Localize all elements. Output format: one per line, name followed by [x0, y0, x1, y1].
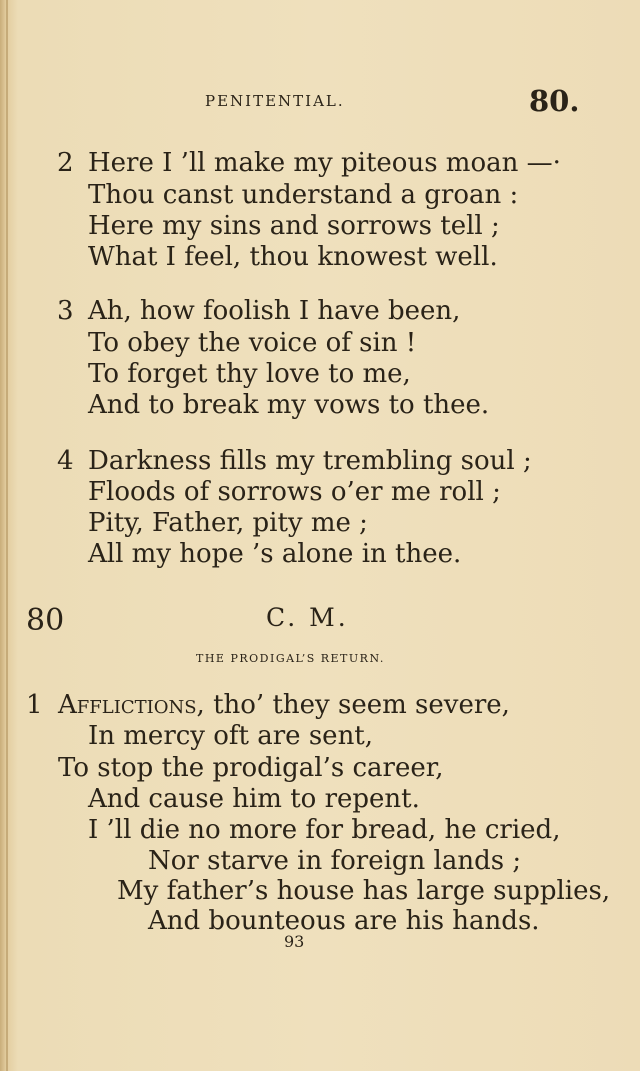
hymn-line: Ah, how foolish I have been,	[88, 296, 461, 326]
page-number: 93	[284, 932, 305, 951]
hymn-line: I ’ll die no more for bread, he cried,	[88, 815, 561, 845]
hymn-line: Thou canst understand a groan :	[88, 180, 519, 210]
hymn-line: Here I ’ll make my piteous moan —·	[88, 148, 561, 178]
hymn-line: In mercy oft are sent,	[88, 721, 374, 751]
hymn-line: And to break my vows to thee.	[88, 390, 490, 420]
hymn-line: Here my sins and sorrows tell ;	[88, 211, 500, 241]
running-header-hymn-number: 80.	[529, 84, 580, 118]
hymn-line: And bounteous are his hands.	[148, 906, 540, 936]
hymn-line: To forget thy love to me,	[88, 359, 411, 389]
hymn-line: Pity, Father, pity me ;	[88, 508, 368, 538]
stanza-number: 1	[26, 690, 43, 720]
hymn-line: Nor starve in foreign lands ;	[148, 846, 522, 876]
hymn-line: Floods of sorrows o’er me roll ;	[88, 477, 501, 507]
hymn-line: My father’s house has large supplies,	[117, 876, 611, 906]
stanza-number: 4	[57, 446, 74, 476]
hymn-line: To obey the voice of sin !	[88, 328, 417, 358]
first-word-small-caps: Afflictions,	[58, 690, 205, 720]
first-line-rest: tho’ they seem severe,	[204, 690, 510, 720]
stanza-number: 2	[57, 148, 74, 178]
hymn-line: All my hope ’s alone in thee.	[88, 539, 462, 569]
hymn-line-first	[58, 690, 510, 720]
hymn-line: Darkness fills my trembling soul ;	[88, 446, 532, 476]
hymn-line: What I feel, thou knowest well.	[88, 242, 498, 272]
hymn-number: 80	[26, 603, 65, 638]
stanza-number: 3	[57, 296, 74, 326]
page-gutter	[6, 0, 8, 1071]
hymn-line: And cause him to repent.	[88, 784, 420, 814]
hymn-title: THE PRODIGAL’S RETURN.	[196, 652, 385, 665]
running-header-title: PENITENTIAL.	[205, 92, 345, 110]
hymn-line: To stop the prodigal’s career,	[58, 753, 444, 783]
hymn-meter: C. M.	[266, 603, 349, 632]
